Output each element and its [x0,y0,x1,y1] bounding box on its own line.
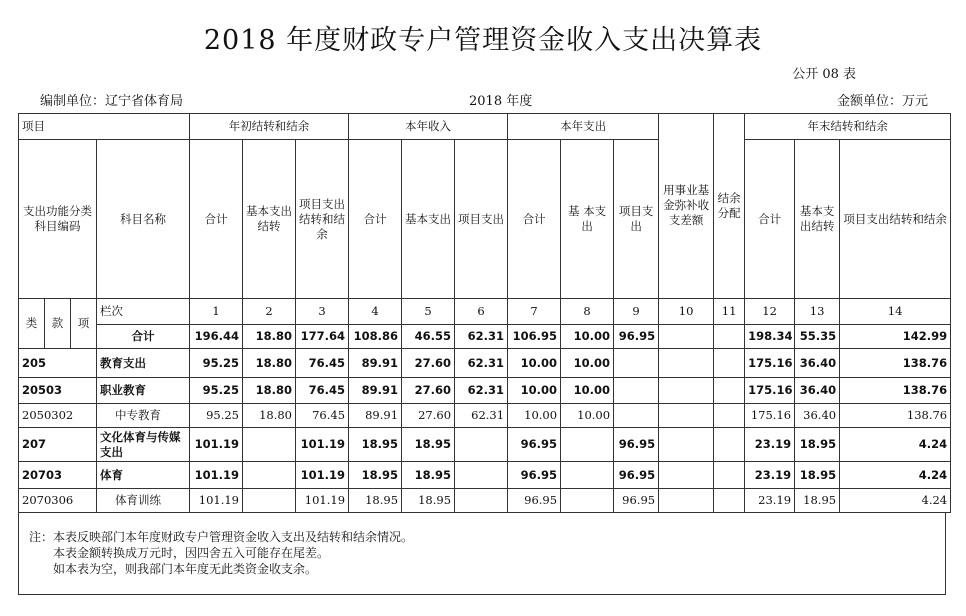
table-row [19,488,951,512]
header-income-project: 项目支出 [455,140,508,299]
header-row-1 [19,114,951,140]
header-expense: 本年支出 [508,114,659,140]
row-cell: 36.40 [795,349,840,377]
page-title: 2018 年度财政专户管理资金收入支出决算表 [203,25,763,56]
total-cell [659,325,714,349]
total-cell: 18.80 [243,325,296,349]
row-cell: 18.95 [795,462,840,488]
row-cell: 27.60 [402,349,455,377]
row-cell: 62.31 [455,377,508,403]
col-num: 10 [659,298,714,324]
row-cell: 10.00 [508,377,561,403]
row-cell [455,488,508,512]
row-cell [614,403,659,427]
total-cell: 46.55 [402,325,455,349]
row-cell: 89.91 [349,403,402,427]
row-cell: 36.40 [795,377,840,403]
table-row [19,377,951,403]
col-num: 1 [190,298,243,324]
header-func-code: 支出功能分类科目编码 [19,140,97,299]
col-num: 5 [402,298,455,324]
row-cell: 101.19 [296,428,349,462]
total-label: 合计 [97,325,190,349]
row-cell: 175.16 [745,377,795,403]
budget-table [18,113,951,513]
total-cell: 10.00 [561,325,614,349]
row-cell: 101.19 [190,488,243,512]
header-income: 本年收入 [349,114,508,140]
row-cell [243,488,296,512]
row-cell: 76.45 [296,377,349,403]
row-cell: 10.00 [561,349,614,377]
row-cell: 4.24 [840,488,951,512]
total-row [19,325,951,349]
row-cell: 95.25 [190,377,243,403]
total-cell [714,325,745,349]
row-cell: 175.16 [745,349,795,377]
header-begin-basic: 基本支出结转 [243,140,296,299]
compiling-unit: 编制单位：辽宁省体育局 [40,94,184,109]
row-cell: 101.19 [190,428,243,462]
footnote [18,513,946,595]
column-number-row [19,298,951,324]
row-cell: 36.40 [795,403,840,427]
total-cell: 142.99 [840,325,951,349]
header-expense-basic: 基 本支 出 [561,140,614,299]
row-subject-name: 职业教育 [97,377,190,403]
row-cell: 23.19 [745,428,795,462]
row-cell: 18.95 [795,488,840,512]
header-lanci: 栏次 [97,298,190,324]
row-cell: 27.60 [402,403,455,427]
row-cell: 10.00 [561,377,614,403]
col-num: 6 [455,298,508,324]
col-num: 2 [243,298,296,324]
row-cell: 95.25 [190,403,243,427]
col-num: 13 [795,298,840,324]
row-cell [659,349,714,377]
row-cell: 96.95 [508,462,561,488]
row-cell: 101.19 [296,462,349,488]
form-number: 公开 08 表 [792,67,856,82]
row-cell: 62.31 [455,349,508,377]
row-cell [714,403,745,427]
row-cell [714,428,745,462]
total-cell: 96.95 [614,325,659,349]
row-cell: 18.80 [243,349,296,377]
row-cell [714,377,745,403]
row-code: 20503 [19,377,97,403]
row-cell [714,462,745,488]
row-cell: 96.95 [614,462,659,488]
row-code: 20703 [19,462,97,488]
row-cell: 10.00 [561,403,614,427]
row-code: 207 [19,428,97,462]
row-cell: 62.31 [455,403,508,427]
row-cell [659,428,714,462]
row-code: 2050302 [19,403,97,427]
row-cell: 4.24 [840,428,951,462]
table-row [19,428,951,462]
row-cell: 23.19 [745,488,795,512]
table-row [19,349,951,377]
header-begin-total: 合计 [190,140,243,299]
data-rows [19,349,951,513]
row-cell: 27.60 [402,377,455,403]
total-cell: 177.64 [296,325,349,349]
total-cell: 62.31 [455,325,508,349]
row-cell [659,377,714,403]
row-cell [659,488,714,512]
row-cell [455,462,508,488]
row-cell [714,488,745,512]
header-begin-balance: 年初结转和结余 [190,114,349,140]
header-begin-project: 项目支出结转和结余 [296,140,349,299]
row-cell: 95.25 [190,349,243,377]
header-lei: 类 [19,298,45,349]
row-cell: 10.00 [508,403,561,427]
table-row [19,462,951,488]
header-expense-project: 项目支出 [614,140,659,299]
row-code: 205 [19,349,97,377]
header-item: 项目 [19,114,190,140]
header-subject-name: 科目名称 [97,140,190,299]
total-cell: 198.34 [745,325,795,349]
row-cell: 138.76 [840,403,951,427]
row-code: 2070306 [19,488,97,512]
row-cell: 18.95 [402,488,455,512]
total-cell: 196.44 [190,325,243,349]
row-cell: 96.95 [614,428,659,462]
header-end-balance: 年末结转和结余 [745,114,951,140]
amount-unit: 金额单位：万元 [836,94,928,109]
row-cell [243,462,296,488]
row-subject-name: 体育训练 [97,488,190,512]
row-cell: 23.19 [745,462,795,488]
row-cell: 18.95 [402,428,455,462]
row-cell [614,377,659,403]
header-distribution: 结余分配 [714,114,745,299]
row-cell: 175.16 [745,403,795,427]
row-cell: 18.80 [243,403,296,427]
row-cell: 76.45 [296,403,349,427]
col-num: 14 [840,298,951,324]
total-cell: 55.35 [795,325,840,349]
header-kuan: 款 [45,298,71,349]
table-row [19,403,951,427]
row-cell: 96.95 [614,488,659,512]
header-expense-total: 合计 [508,140,561,299]
col-num: 9 [614,298,659,324]
row-cell: 18.95 [349,488,402,512]
note-line: 注：本表反映部门本年度财政专户管理资金收入支出及结转和结余情况。 [29,530,414,544]
col-num: 8 [561,298,614,324]
row-cell: 18.95 [349,462,402,488]
col-num: 4 [349,298,402,324]
header-row-2 [19,140,951,299]
row-cell: 89.91 [349,349,402,377]
col-num: 7 [508,298,561,324]
row-cell [455,428,508,462]
header-xiang: 项 [71,298,97,349]
row-cell [243,428,296,462]
row-cell: 96.95 [508,428,561,462]
header-end-total: 合计 [745,140,795,299]
note-line: 本表金额转换成万元时，因四舍五入可能存在尾差。 [53,546,330,560]
row-cell [561,488,614,512]
row-cell: 18.95 [795,428,840,462]
row-cell [659,403,714,427]
row-cell [659,462,714,488]
row-cell [614,349,659,377]
row-cell: 138.76 [840,349,951,377]
row-cell: 138.76 [840,377,951,403]
row-subject-name: 中专教育 [97,403,190,427]
row-cell: 18.95 [402,462,455,488]
row-subject-name: 体育 [97,462,190,488]
row-cell: 18.80 [243,377,296,403]
row-subject-name: 教育支出 [97,349,190,377]
header-end-basic: 基本支出结转 [795,140,840,299]
fiscal-year: 2018 年度 [469,94,533,109]
header-income-basic: 基本支出 [402,140,455,299]
col-num: 11 [714,298,745,324]
row-cell [561,428,614,462]
row-cell [561,462,614,488]
row-cell: 76.45 [296,349,349,377]
row-cell: 10.00 [508,349,561,377]
header-subsidy: 用事业基金弥补收支差额 [659,114,714,299]
row-cell: 18.95 [349,428,402,462]
row-cell: 101.19 [296,488,349,512]
note-line: 如本表为空，则我部门本年度无此类资金收支余。 [53,562,318,576]
col-num: 3 [296,298,349,324]
row-cell: 89.91 [349,377,402,403]
row-cell: 101.19 [190,462,243,488]
row-cell: 4.24 [840,462,951,488]
header-end-project: 项目支出结转和结余 [840,140,951,299]
header-income-total: 合计 [349,140,402,299]
col-num: 12 [745,298,795,324]
total-cell: 106.95 [508,325,561,349]
row-subject-name: 文化体育与传媒支出 [97,428,190,462]
row-cell [714,349,745,377]
row-cell: 96.95 [508,488,561,512]
total-cell: 108.86 [349,325,402,349]
